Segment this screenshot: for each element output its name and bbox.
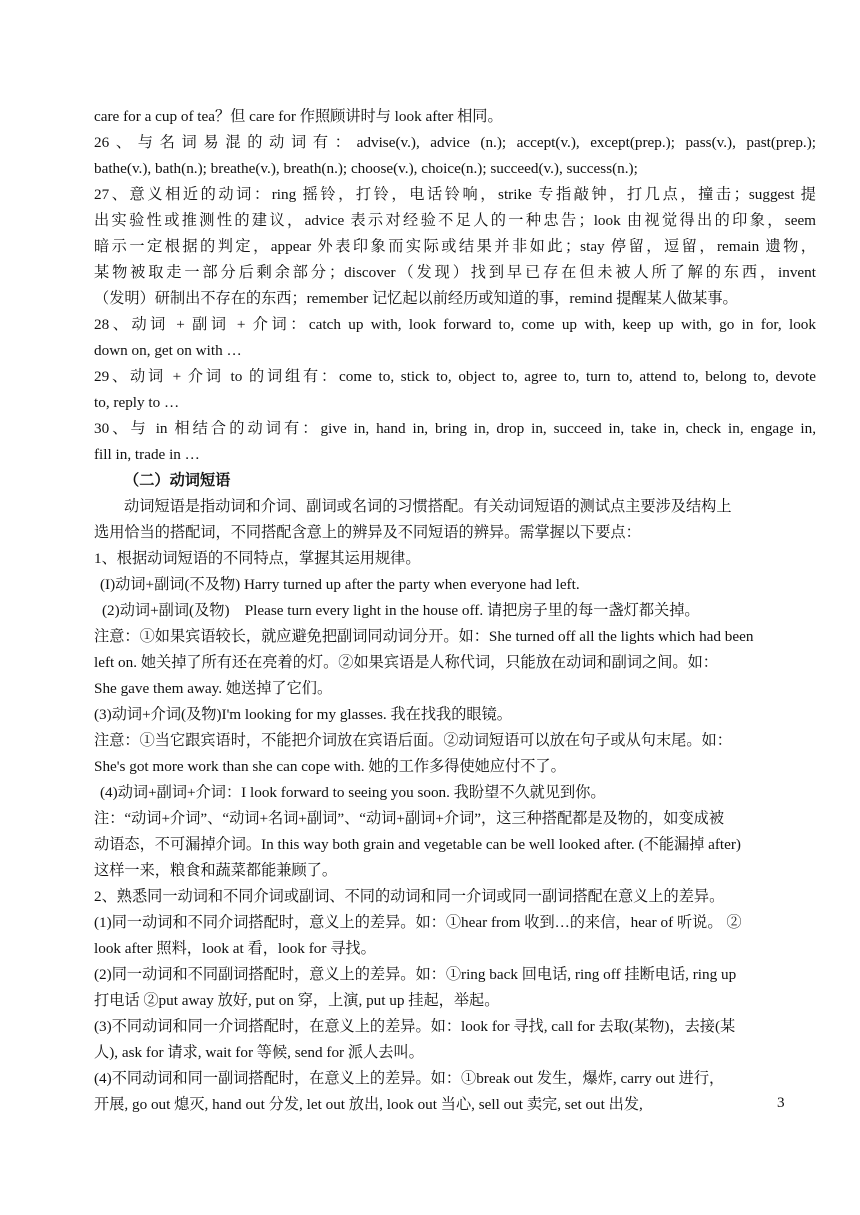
text-line: to, reply to … bbox=[94, 394, 180, 411]
text-line: 暗示一定根据的判定，appear 外表印象而实际或结果并非如此；stay 停留，逗留，remain 遗物， bbox=[94, 238, 816, 255]
text-line: 27、意义相近的动词：ring 摇铃，打铃，电话铃响，strike 专指敲钟，打几点，撞击；suggest 提 bbox=[94, 186, 816, 203]
page-number: 3 bbox=[777, 1094, 785, 1111]
text-line: fill in, trade in … bbox=[94, 446, 200, 463]
text-line: care for a cup of tea？但 care for 作照顾讲时与 look after 相同。 bbox=[94, 108, 503, 125]
document-body bbox=[94, 104, 816, 1118]
text-line: 这样一来，粮食和蔬菜都能兼顾了。 bbox=[94, 862, 337, 879]
text-line: (3)动词+介词(及物)I'm looking for my glasses. 我在找我的眼镜。 bbox=[94, 706, 512, 723]
text-line: (2)动词+副词(及物) Please turn every light in the house off. 请把房子里的每一盏灯都关掉。 bbox=[102, 602, 700, 619]
text-line: (2)同一动词和不同副词搭配时，意义上的差异。如：①ring back 回电话, ring off 挂断电话, ring up bbox=[94, 966, 737, 983]
text-line: (4)动词+副词+介词：I look forward to seeing you soon. 我盼望不久就见到你。 bbox=[100, 784, 606, 801]
text-line: (3)不同动词和同一介词搭配时，在意义上的差异。如：look for 寻找, call for 去取(某物)，去接(某 bbox=[94, 1018, 736, 1035]
text-line: 某物被取走一部分后剩余部分；discover（发现）找到早已存在但未被人所了解的东西，invent bbox=[94, 264, 816, 281]
text-line: bathe(v.), bath(n.); breathe(v.), breath(n.); choose(v.), choice(n.); succeed(v.), success(n.); bbox=[94, 160, 638, 177]
text-line: She gave them away. 她送掉了它们。 bbox=[94, 680, 333, 697]
text-line: 2、熟悉同一动词和不同介词或副词、不同的动词和同一介词或同一副词搭配在意义上的差异。 bbox=[94, 888, 725, 905]
text-line: (4)不同动词和同一副词搭配时，在意义上的差异。如：①break out 发生，爆炸, carry out 进行， bbox=[94, 1070, 725, 1087]
text-line: 注：“动词+介词”、“动词+名词+副词”、“动词+副词+介词”，这三种搭配都是及物的，如变成被 bbox=[94, 810, 725, 827]
text-line: 动语态，不可漏掉介词。In this way both grain and vegetable can be well looked after. (不能漏掉 after) bbox=[94, 836, 741, 853]
text-line: 1、根据动词短语的不同特点，掌握其运用规律。 bbox=[94, 550, 421, 567]
text-line: 26、与名词易混的动词有：advise(v.), advice (n.); accept(v.), except(prep.); pass(v.), past(prep.); bbox=[94, 134, 816, 151]
text-line: （发明）研制出不存在的东西；remember 记忆起以前经历或知道的事，remind 提醒某人做某事。 bbox=[94, 290, 738, 307]
text-line: 动词短语是指动词和介词、副词或名词的习惯搭配。有关动词短语的测试点主要涉及结构上 bbox=[124, 498, 732, 515]
text-line: 29、动词 + 介词 to 的词组有：come to, stick to, object to, agree to, turn to, attend to, belong to, devote bbox=[94, 368, 816, 385]
text-line: left on. 她关掉了所有还在亮着的灯。②如果宾语是人称代词，只能放在动词和副词之间。如： bbox=[94, 654, 718, 671]
text-line: (1)同一动词和不同介词搭配时，意义上的差异。如：①hear from 收到…的来信，hear of 听说。 ② bbox=[94, 914, 742, 931]
text-line: down on, get on with … bbox=[94, 342, 242, 359]
text-line: 注意：①如果宾语较长，就应避免把副词同动词分开。如：She turned off all the lights which had been bbox=[94, 628, 754, 645]
text-line: 开展, go out 熄灭, hand out 分发, let out 放出, look out 当心, sell out 卖完, set out 出发, bbox=[94, 1096, 643, 1113]
text-line: 打电话 ②put away 放好, put on 穿，上演, put up 挂起，举起。 bbox=[94, 992, 500, 1009]
text-line: 人), ask for 请求, wait for 等候, send for 派人去叫。 bbox=[94, 1044, 424, 1061]
text-line: (I)动词+副词(不及物) Harry turned up after the party when everyone had left. bbox=[100, 576, 580, 593]
text-line: look after 照料，look at 看，look for 寻找。 bbox=[94, 940, 376, 957]
section-heading: （二）动词短语 bbox=[124, 472, 231, 489]
text-line: She's got more work than she can cope with. 她的工作多得使她应付不了。 bbox=[94, 758, 566, 775]
text-line: 出实验性或推测性的建议，advice 表示对经验不足人的一种忠告；look 由视觉得出的印象，seem bbox=[94, 212, 816, 229]
text-line: 28、动词 + 副词 + 介词：catch up with, look forward to, come up with, keep up with, go in for, look bbox=[94, 316, 816, 333]
text-line: 选用恰当的搭配词，不同搭配含意上的辨异及不同短语的辨异。需掌握以下要点： bbox=[94, 524, 641, 541]
text-line: 30、与 in 相结合的动词有：give in, hand in, bring in, drop in, succeed in, take in, check in, engage in, bbox=[94, 420, 816, 437]
text-line: 注意：①当它跟宾语时，不能把介词放在宾语后面。②动词短语可以放在句子或从句末尾。如： bbox=[94, 732, 732, 749]
